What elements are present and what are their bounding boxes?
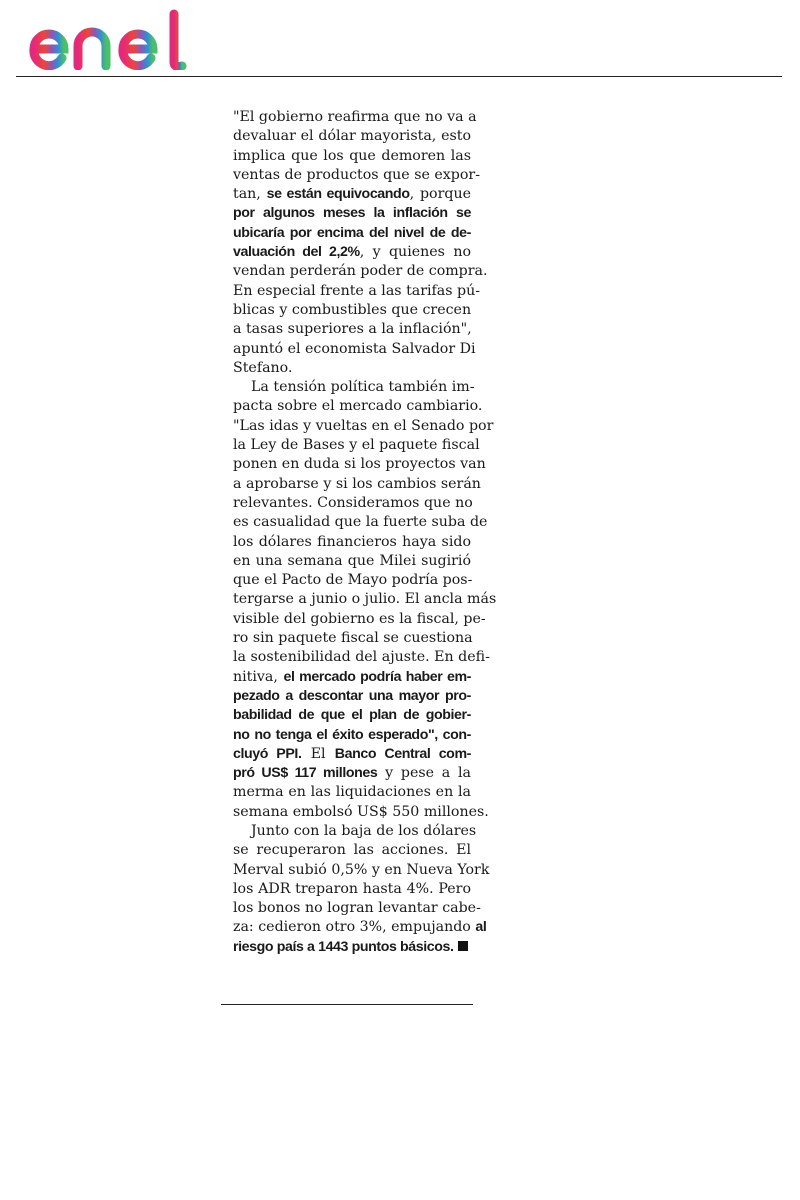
bold-text: babilidad de que el plan de gobier- [233,707,471,724]
article-line [233,262,488,281]
article-line [233,880,471,899]
text: En especial frente a las tarifas pú- [233,282,481,299]
end-of-article-icon [458,941,468,951]
article-line [233,590,497,609]
text: Junto con la baja de los dólares [251,822,477,839]
column-end-rule [221,1004,473,1005]
article-line [233,417,494,436]
article-line [233,436,480,455]
page-header [16,0,782,77]
article-line [233,668,471,687]
article-line [233,899,481,918]
article-line [233,378,475,397]
bold-text: valuación del 2,2% [233,244,360,261]
bold-text: pró US$ 117 millones [233,765,378,782]
text: los ADR treparon hasta 4%. Pero [233,880,471,897]
article-line [233,706,471,725]
text: , porque [409,186,471,203]
article-line [233,455,486,474]
article-paragraph [233,108,488,378]
text: ro sin paquete fiscal se cuestiona [233,630,473,647]
article-line [233,320,471,339]
article-line [233,166,480,185]
bold-text: cluyó PPI. [233,745,302,762]
article-line [233,610,486,629]
text: los dólares financieros haya sido [233,533,471,550]
article-line [233,397,483,416]
text: ventas de productos que se expor- [233,166,480,183]
enel-logo-graphic [26,6,201,70]
article-line [233,803,489,822]
article-line [233,224,471,243]
bold-text: el mercado podría haber em- [283,668,471,685]
article-line [233,783,471,802]
text: visible del gobierno es la fiscal, pe- [233,610,486,627]
text: La tensión política también im- [251,379,475,396]
article-line [233,861,490,880]
article-line [233,822,477,841]
text: la sostenibilidad del ajuste. En defi- [233,649,490,666]
bold-text: por algunos meses la inflación se [233,205,471,222]
bold-text: pezado a descontar una mayor pro- [233,687,471,704]
text: merma en las liquidaciones en la [233,784,471,801]
article-line [233,533,471,552]
text: ponen en duda si los proyectos van [233,456,486,473]
article-line [233,494,471,513]
text: apuntó el economista Salvador Di [233,340,476,357]
article-line [233,918,487,937]
article-line [233,108,477,127]
article-line [233,687,471,706]
article-line [233,243,471,262]
article-line [233,359,471,378]
text: tergarse a junio o julio. El ancla más [233,591,497,608]
article-line [233,764,471,783]
article-line [233,147,471,166]
article-line [233,475,481,494]
bold-text: Banco Central com- [334,745,471,762]
text: za: cedieron otro 3%, empujando [233,919,476,936]
article-line [233,841,471,860]
article-line [233,938,471,957]
article-line [233,552,471,571]
text: los bonos no logran levantar cabe- [233,900,481,917]
text: semana embolsó US$ 550 millones. [233,803,489,820]
article-line [233,513,488,532]
article-line [233,185,471,204]
article-line [233,301,471,320]
text: implica que los que demoren las [233,147,471,164]
bold-text: se están equivocando [266,186,410,203]
text: relevantes. Consideramos que no [233,494,473,511]
article-line [233,571,471,590]
text: a aprobarse y si los cambios serán [233,475,481,492]
text: es casualidad que la fuerte suba de [233,514,488,531]
article-line [233,745,471,764]
bold-text: no no tenga el éxito esperado", con- [233,726,471,743]
text: y pese a la [377,765,471,782]
text: vendan perderán poder de compra. [233,263,488,280]
text: "Las idas y vueltas en el Senado por [233,417,494,434]
text: la Ley de Bases y el paquete fiscal [233,437,480,454]
article-line [233,340,476,359]
bold-text: ubicaría por encima del nivel de de- [233,224,471,241]
bold-text: riesgo país a 1443 puntos básicos. [233,938,454,955]
text: devaluar el dólar mayorista, esto [233,128,471,145]
text: a tasas superiores a la inflación", [233,321,472,338]
text: se recuperaron las acciones. El [233,842,471,859]
text: en una semana que Milei sugirió [233,552,471,569]
text: Merval subió 0,5% y en Nueva York [233,861,490,878]
text: Stefano. [233,359,293,376]
article-line [233,648,490,667]
text: blicas y combustibles que crecen [233,301,472,318]
article-line [233,629,471,648]
article-column [233,108,497,957]
article-line [233,726,471,745]
text: "El gobierno reafirma que no va a [233,109,477,125]
article-paragraph [233,822,490,957]
bold-text: al [475,919,487,936]
article-line [233,282,481,301]
text: pacta sobre el mercado cambiario. [233,398,483,415]
enel-logo [26,6,201,70]
text: que el Pacto de Mayo podría pos- [233,572,473,589]
text: tan, [233,186,267,203]
text: El [301,745,335,762]
article-line [233,127,471,146]
text: nitiva, [233,668,284,685]
article-line [233,204,471,223]
article-paragraph [233,378,497,822]
text: , y quienes no [359,244,472,261]
